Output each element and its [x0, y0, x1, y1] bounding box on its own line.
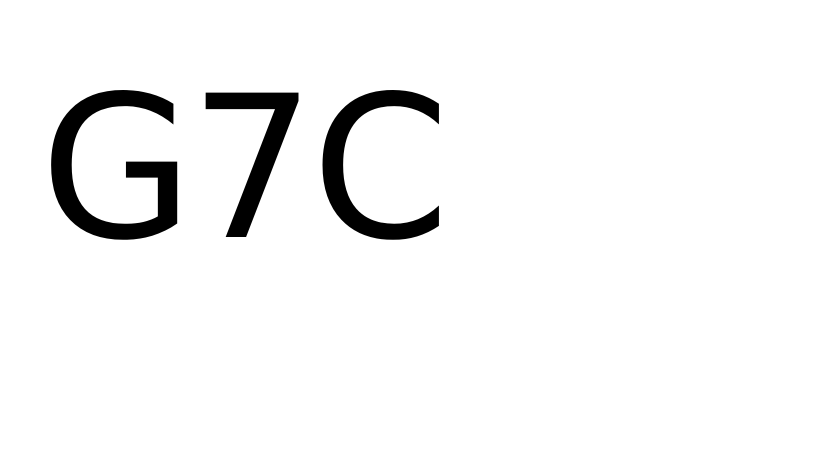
large-text-g7c: G7C — [40, 53, 446, 284]
